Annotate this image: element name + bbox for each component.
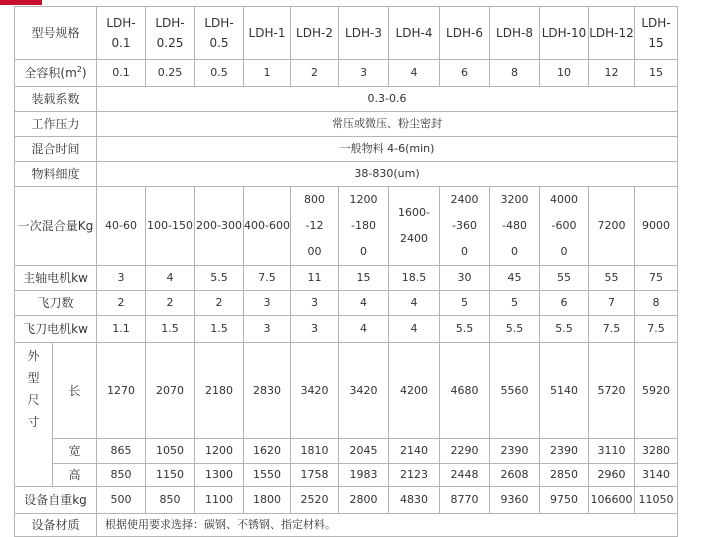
blade-count-cell: 3: [291, 291, 339, 316]
spindle-motor-cell: 11: [291, 266, 339, 291]
width-cell: 2140: [389, 439, 440, 464]
blade-count-cell: 5: [440, 291, 490, 316]
height-label: 高: [53, 464, 97, 487]
blade-count-cell: 2: [97, 291, 146, 316]
batch-mix-cell: [440, 187, 490, 266]
width-label: 宽: [53, 439, 97, 464]
working-pressure-row: [15, 112, 678, 137]
height-cell: 3140: [635, 464, 678, 487]
volume-cell: 3: [339, 60, 389, 87]
volume-cell: 15: [635, 60, 678, 87]
length-cell: 2830: [244, 343, 291, 439]
spindle-motor-cell: 45: [490, 266, 540, 291]
volume-cell: 6: [440, 60, 490, 87]
blade-count-cell: 6: [540, 291, 589, 316]
volume-row: [15, 60, 678, 87]
model-header: LDH-8: [490, 7, 540, 60]
batch-mix-cell: [389, 187, 440, 266]
fineness-label: 物料细度: [15, 162, 97, 187]
volume-unit-sup: 2: [76, 65, 82, 74]
length-cell: 4680: [440, 343, 490, 439]
length-cell: 2070: [146, 343, 195, 439]
model-header: LDH-0.1: [97, 7, 146, 60]
material-value: 根据使用要求选择：碳钢、不锈钢、指定材料。: [97, 514, 678, 537]
material-row: [15, 514, 678, 537]
weight-cell: 850: [146, 487, 195, 514]
mixing-time-label: 混合时间: [15, 137, 97, 162]
volume-cell: 1: [244, 60, 291, 87]
spindle-motor-cell: 55: [589, 266, 635, 291]
blade-motor-cell: 5.5: [540, 316, 589, 343]
model-header: LDH-4: [389, 7, 440, 60]
volume-cell: 0.5: [195, 60, 244, 87]
batch-mix-cell: 400-600: [244, 187, 291, 266]
weight-cell: 2520: [291, 487, 339, 514]
blade-motor-label: 飞刀电机kw: [15, 316, 97, 343]
blade-count-row: [15, 291, 678, 316]
dimensions-label: [15, 343, 53, 487]
weight-cell: 2800: [339, 487, 389, 514]
batch-mix-cell: [490, 187, 540, 266]
blade-motor-cell: 4: [389, 316, 440, 343]
spindle-motor-cell: 18.5: [389, 266, 440, 291]
header-row: [15, 7, 678, 60]
batch-mix-cell: [339, 187, 389, 266]
dimensions-label-text: 外型尺寸: [27, 349, 40, 429]
weight-cell: 8770: [440, 487, 490, 514]
spindle-motor-cell: 5.5: [195, 266, 244, 291]
width-cell: 1050: [146, 439, 195, 464]
length-cell: 1270: [97, 343, 146, 439]
spindle-motor-cell: 75: [635, 266, 678, 291]
weight-label: 设备自重kg: [15, 487, 97, 514]
weight-cell: 9750: [540, 487, 589, 514]
blade-motor-cell: 4: [339, 316, 389, 343]
model-header: LDH-6: [440, 7, 490, 60]
header-label: 型号规格: [15, 7, 97, 60]
mixing-time-row: [15, 137, 678, 162]
width-cell: 2390: [490, 439, 540, 464]
volume-cell: 8: [490, 60, 540, 87]
model-header: LDH-0.25: [146, 7, 195, 60]
fineness-row: [15, 162, 678, 187]
batch-mix-cell: [291, 187, 339, 266]
volume-label: [15, 60, 97, 87]
blade-motor-cell: 5.5: [440, 316, 490, 343]
model-header: LDH-12: [589, 7, 635, 60]
length-cell: 5140: [540, 343, 589, 439]
blade-count-cell: 5: [490, 291, 540, 316]
spindle-motor-row: [15, 266, 678, 291]
spindle-motor-cell: 30: [440, 266, 490, 291]
width-cell: 1200: [195, 439, 244, 464]
batch-mix-cell: 9000: [635, 187, 678, 266]
weight-cell: 11050: [635, 487, 678, 514]
top-accent-strip: [0, 0, 42, 5]
batch-mix-row: [15, 187, 678, 266]
length-cell: 2180: [195, 343, 244, 439]
batch-mix-cell: 200-300: [195, 187, 244, 266]
batch-mix-cell: 7200: [589, 187, 635, 266]
blade-motor-cell: 7.5: [635, 316, 678, 343]
width-cell: 1620: [244, 439, 291, 464]
height-cell: 1758: [291, 464, 339, 487]
weight-row: [15, 487, 678, 514]
blade-count-label: 飞刀数: [15, 291, 97, 316]
weight-cell: 500: [97, 487, 146, 514]
model-header: LDH-1: [244, 7, 291, 60]
height-cell: 1983: [339, 464, 389, 487]
volume-cell: 4: [389, 60, 440, 87]
dimension-width-row: [15, 439, 678, 464]
length-cell: 5560: [490, 343, 540, 439]
fineness-value: 38-830(um): [97, 162, 678, 187]
height-cell: 2608: [490, 464, 540, 487]
width-cell: 2045: [339, 439, 389, 464]
model-header: LDH-10: [540, 7, 589, 60]
blade-count-cell: 7: [589, 291, 635, 316]
model-header: LDH-15: [635, 7, 678, 60]
spindle-motor-cell: 3: [97, 266, 146, 291]
volume-cell: 0.1: [97, 60, 146, 87]
spindle-motor-cell: 7.5: [244, 266, 291, 291]
height-cell: 1150: [146, 464, 195, 487]
height-cell: 1300: [195, 464, 244, 487]
model-header: LDH-0.5: [195, 7, 244, 60]
volume-label-end: ): [81, 66, 87, 80]
spindle-motor-cell: 4: [146, 266, 195, 291]
spindle-motor-cell: 55: [540, 266, 589, 291]
height-cell: 2448: [440, 464, 490, 487]
length-label: 长: [53, 343, 97, 439]
batch-mix-cell: 40-60: [97, 187, 146, 266]
weight-cell: 106600: [589, 487, 635, 514]
volume-cell: 0.25: [146, 60, 195, 87]
height-cell: 1550: [244, 464, 291, 487]
length-cell: 3420: [339, 343, 389, 439]
material-label: 设备材质: [15, 514, 97, 537]
length-cell: 5920: [635, 343, 678, 439]
batch-mix-label: 一次混合量Kg: [15, 187, 97, 266]
spindle-motor-cell: 15: [339, 266, 389, 291]
width-cell: 3110: [589, 439, 635, 464]
height-cell: 2960: [589, 464, 635, 487]
blade-motor-cell: 1.1: [97, 316, 146, 343]
blade-count-cell: 8: [635, 291, 678, 316]
blade-motor-cell: 7.5: [589, 316, 635, 343]
blade-motor-cell: 3: [244, 316, 291, 343]
blade-count-cell: 2: [146, 291, 195, 316]
working-pressure-label: 工作压力: [15, 112, 97, 137]
volume-cell: 12: [589, 60, 635, 87]
dimension-length-row: [15, 343, 678, 439]
loading-factor-label: 装载系数: [15, 87, 97, 112]
loading-factor-value: 0.3-0.6: [97, 87, 678, 112]
blade-motor-cell: 1.5: [146, 316, 195, 343]
batch-mix-value: 4000-6000: [550, 193, 579, 258]
width-cell: 2290: [440, 439, 490, 464]
blade-motor-row: [15, 316, 678, 343]
blade-count-cell: 4: [389, 291, 440, 316]
volume-cell: 2: [291, 60, 339, 87]
mixing-time-value: 一般物料 4-6(min): [97, 137, 678, 162]
batch-mix-cell: 100-150: [146, 187, 195, 266]
blade-motor-cell: 5.5: [490, 316, 540, 343]
weight-cell: 9360: [490, 487, 540, 514]
weight-cell: 4830: [389, 487, 440, 514]
height-cell: 2123: [389, 464, 440, 487]
batch-mix-value: 800-1200: [304, 193, 326, 258]
weight-cell: 1800: [244, 487, 291, 514]
width-cell: 865: [97, 439, 146, 464]
batch-mix-value: 1200-1800: [349, 193, 378, 258]
model-header: LDH-2: [291, 7, 339, 60]
length-cell: 4200: [389, 343, 440, 439]
dimension-height-row: [15, 464, 678, 487]
width-cell: 3280: [635, 439, 678, 464]
height-cell: 2850: [540, 464, 589, 487]
blade-count-cell: 4: [339, 291, 389, 316]
spindle-motor-label: 主轴电机kw: [15, 266, 97, 291]
volume-cell: 10: [540, 60, 589, 87]
loading-factor-row: [15, 87, 678, 112]
batch-mix-cell: [540, 187, 589, 266]
length-cell: 3420: [291, 343, 339, 439]
blade-motor-cell: 1.5: [195, 316, 244, 343]
width-cell: 2390: [540, 439, 589, 464]
working-pressure-value: 常压或微压、粉尘密封: [97, 112, 678, 137]
blade-count-cell: 2: [195, 291, 244, 316]
height-cell: 850: [97, 464, 146, 487]
blade-count-cell: 3: [244, 291, 291, 316]
model-header: LDH-3: [339, 7, 389, 60]
spec-table: [14, 6, 678, 537]
batch-mix-value: 2400-3600: [450, 193, 479, 258]
width-cell: 1810: [291, 439, 339, 464]
blade-motor-cell: 3: [291, 316, 339, 343]
batch-mix-value: 1600-2400: [398, 206, 430, 245]
length-cell: 5720: [589, 343, 635, 439]
batch-mix-value: 3200-4800: [500, 193, 529, 258]
weight-cell: 1100: [195, 487, 244, 514]
volume-label-text: 全容积(m: [24, 66, 77, 80]
